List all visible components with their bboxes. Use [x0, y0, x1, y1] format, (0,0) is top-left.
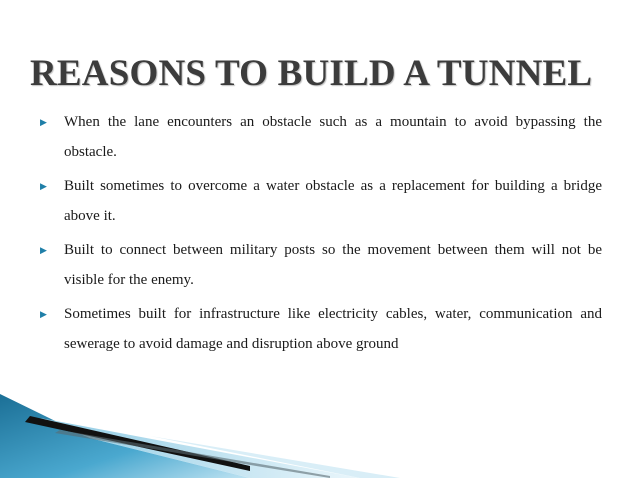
bullet-text: Built sometimes to overcome a water obstacle as a replacement for building a bridge above it. — [64, 178, 602, 224]
triangle-right-icon: ▶ — [40, 117, 47, 127]
bullet-item — [38, 108, 602, 167]
bullet-text: Built to connect between military posts so the movement between them will not be visible for the enemy. — [64, 242, 602, 288]
bullet-text: When the lane encounters an obstacle such as a mountain to avoid bypassing the obstacle. — [64, 114, 602, 160]
slide-title: REASONS TO BUILD A TUNNEL — [30, 53, 593, 94]
bullet-item — [38, 236, 602, 295]
decorative-corner-swoosh — [0, 388, 638, 478]
bullet-item — [38, 300, 602, 359]
bullet-list — [38, 108, 602, 364]
triangle-right-icon: ▶ — [40, 245, 47, 255]
triangle-right-icon: ▶ — [40, 309, 47, 319]
bullet-item — [38, 172, 602, 231]
triangle-right-icon: ▶ — [40, 181, 47, 191]
bullet-text: Sometimes built for infrastructure like electricity cables, water, communication and sewerage to avoid damage and disruption above ground — [64, 306, 602, 352]
